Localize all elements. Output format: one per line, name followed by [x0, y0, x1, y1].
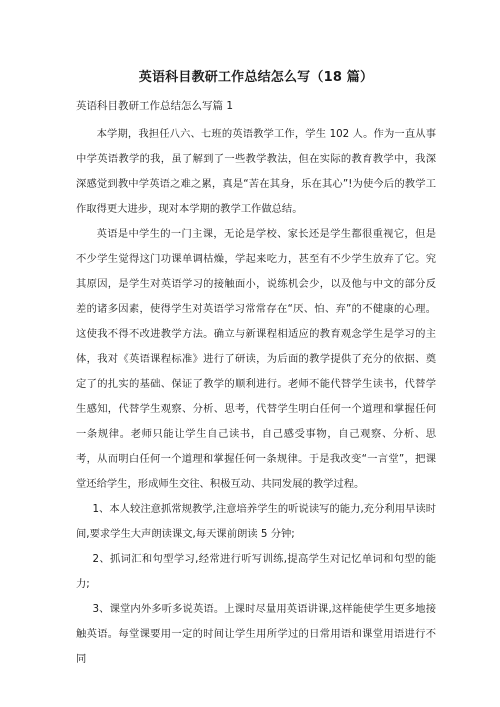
paragraph-intro: 本学期，我担任八六、七班的英语教学工作，学生 102 人。作为一直从事中学英语教学的我，虽了解到了一些教学教法，但在实际的教育教学中，我深深感觉到教中学英语之难之累，真是“苦在其身，乐在其心”!为使今后的教学工作取得更大进步，现对本学期的教学工作做总结。 [76, 128, 436, 215]
document-title: 英语科目教研工作总结怎么写（18 篇） [138, 70, 374, 85]
list-item-1: 1、本人较注意抓常规教学,注意培养学生的听说读写的能力,充分利用早读时间,要求学生大声朗读课文,每天课前朗读 5 分钟; [76, 503, 436, 540]
paragraph-main: 英语是中学生的一门主课，无论是学校、家长还是学生都很重视它，但是不少学生觉得这门功课单调枯燥，学起来吃力，甚至有不少学生放弃了它。究其原因，是学生对英语学习的接触面小，说练机会少，以及他与中文的部分反差的诸多因素，使得学生对英语学习常常存在“厌、怕、弃”的不健康的心理。这使我不得不改进教学方法。确立与新课程相适应的教育观念学生是学习的主体，我对《英语课程标准》进行了研读，为后面的教学提供了充分的依据、奠定了的扎实的基础、保证了教学的顺利进行。老师不能代替学生读书，代替学生感知，代替学生观察、分析、思考，代替学生明白任何一个道理和掌握任何一条规律。老师只能让学生自己读书，自己感受事物，自己观察、分析、思考，从而明白任何一个道理和掌握任何一条规律。于是我改变“一言堂”，把课堂还给学生，形成师生交往、积极互动、共同发展的教学过程。 [76, 228, 436, 490]
section-heading: 英语科目教研工作总结怎么写篇 1 [76, 100, 234, 112]
list-item-2: 2、抓词汇和句型学习,经常进行听写训练,提高学生对记忆单词和句型的能力; [76, 553, 436, 590]
list-item-3: 3、课堂内外多听多说英语。上课时尽量用英语讲课,这样能使学生更多地接触英语。每堂课要用一定的时间让学生用所学过的日常用语和课堂用语进行不同 [76, 603, 436, 665]
